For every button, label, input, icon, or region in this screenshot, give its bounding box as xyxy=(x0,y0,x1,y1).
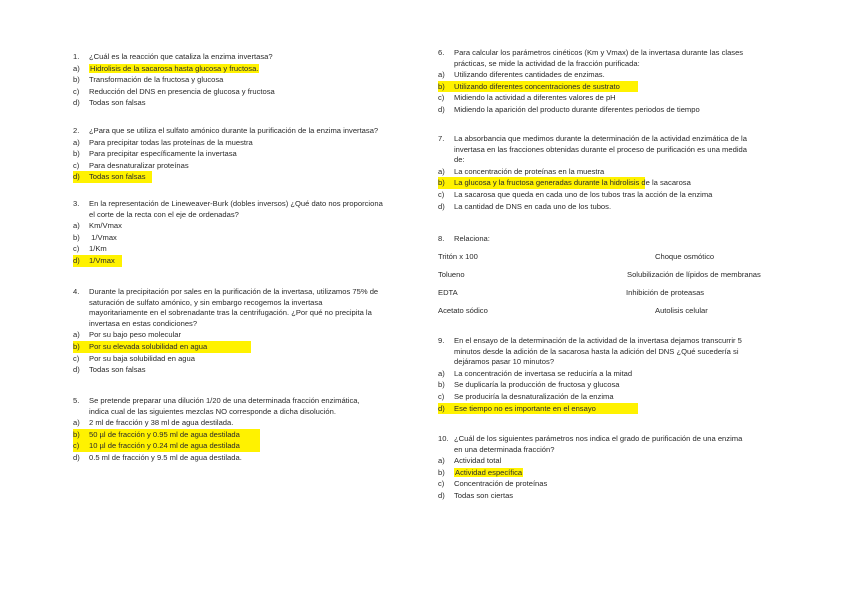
option-text: Por su elevada solubilidad en agua xyxy=(89,341,208,351)
question-text-line xyxy=(438,347,783,358)
option-letter: a) xyxy=(73,137,80,147)
option-letter: c) xyxy=(73,160,80,170)
question-text: el corte de la recta con el eje de ordenadas? xyxy=(89,209,239,219)
question-text: ¿Cuál de los siguientes parámetros nos indica el grado de purificación de una enzima xyxy=(454,434,743,443)
option-letter: a) xyxy=(73,221,80,231)
question-text: Para calcular los parámetros cinéticos (Km y Vmax) de la invertasa durante las clases xyxy=(454,48,744,57)
option-letter: b) xyxy=(438,178,445,188)
answer-option[interactable] xyxy=(73,220,418,232)
question-text-line xyxy=(438,145,783,156)
question-number: 3. xyxy=(73,199,80,208)
option-letter: d) xyxy=(438,104,445,114)
option-text: Reducción del DNS en presencia de glucosa y fructosa xyxy=(89,86,275,96)
question-number: 6. xyxy=(438,48,445,57)
answer-option[interactable] xyxy=(438,379,783,391)
answer-option[interactable] xyxy=(438,92,783,104)
option-text: La glucosa y la fructosa generadas durante la hidrolisis de la sacarosa xyxy=(454,178,691,188)
option-text: Utilizando diferentes cantidades de enzimas. xyxy=(454,70,605,80)
option-letter: c) xyxy=(438,391,445,401)
answer-option[interactable] xyxy=(438,467,783,479)
question-block xyxy=(73,52,418,109)
question-text-line xyxy=(73,210,418,221)
answer-option[interactable] xyxy=(438,403,638,415)
question-block xyxy=(438,434,783,502)
question-block xyxy=(438,48,783,116)
question-text: mayoritariamente en el sobrenadante tras la centrifugación. ¿Por qué no precipita la xyxy=(89,308,372,318)
answer-option[interactable] xyxy=(73,160,418,172)
question-number: 2. xyxy=(73,126,80,135)
answer-option[interactable] xyxy=(438,391,783,403)
answer-option[interactable] xyxy=(73,353,418,365)
answer-option[interactable] xyxy=(438,189,783,201)
option-text: Actividad específica xyxy=(455,467,523,477)
question-text: En la representación de Lineweaver-Burk (dobles inversos) ¿Qué dato nos proporciona xyxy=(89,199,383,208)
option-text: Para precipitar específicamente la invertasa xyxy=(89,149,237,159)
option-text: Km/Vmax xyxy=(89,221,122,231)
answer-option[interactable] xyxy=(73,329,418,341)
option-text: Todas son falsas xyxy=(89,98,146,108)
option-letter: a) xyxy=(73,418,80,428)
question-block xyxy=(73,396,418,464)
question-text-line xyxy=(73,52,418,63)
answer-option[interactable] xyxy=(73,232,418,244)
relaciona-left-item: EDTA xyxy=(438,288,458,297)
question-number: 10. xyxy=(438,434,449,443)
answer-option[interactable] xyxy=(73,440,260,452)
answer-option[interactable] xyxy=(438,368,783,380)
question-text: saturación de sulfato amónico, y sin embargo recogemos la invertasa xyxy=(89,297,323,307)
option-letter: c) xyxy=(73,353,80,363)
question-text-line xyxy=(438,234,783,245)
question-text: invertasa en estas condiciones? xyxy=(89,318,198,328)
question-number: 7. xyxy=(438,134,445,143)
question-block xyxy=(438,336,783,414)
option-text: 10 µl de fracción y 0.24 ml de agua destilada xyxy=(89,441,240,451)
option-letter: b) xyxy=(73,341,80,351)
option-letter: a) xyxy=(73,63,80,73)
relaciona-left-item: Acetato sódico xyxy=(438,306,488,315)
option-text: Todas son ciertas xyxy=(454,490,514,500)
option-letter: c) xyxy=(73,86,80,96)
option-text: Por su bajo peso molecular xyxy=(89,330,182,340)
question-text-line xyxy=(438,434,783,445)
question-text-line xyxy=(73,319,418,330)
option-letter: d) xyxy=(73,365,80,375)
question-text-line xyxy=(438,134,783,145)
option-text: Concentración de proteínas xyxy=(454,479,548,489)
answer-option[interactable] xyxy=(73,171,152,183)
relaciona-left-item: Tolueno xyxy=(438,270,465,279)
option-text: La concentración de invertasa se reduciría a la mitad xyxy=(454,368,633,378)
question-text: ¿Para que se utiliza el sulfato amónico durante la purificación de la enzima invertasa? xyxy=(89,126,379,135)
option-text: Se produciría la desnaturalización de la enzima xyxy=(454,391,614,401)
answer-option[interactable] xyxy=(73,86,418,98)
relaciona-right-item: Autolisis celular xyxy=(655,306,708,315)
question-block xyxy=(438,134,783,212)
option-letter: b) xyxy=(73,429,80,439)
question-text-line xyxy=(438,59,783,70)
option-letter: d) xyxy=(73,255,80,265)
question-text-line xyxy=(73,287,418,298)
question-text: ¿Cuál es la reacción que cataliza la enzima invertasa? xyxy=(89,52,273,61)
answer-option[interactable] xyxy=(73,148,418,160)
option-letter: d) xyxy=(438,403,445,413)
option-text: Para precipitar todas las proteínas de la muestra xyxy=(89,137,253,147)
option-letter: a) xyxy=(438,70,445,80)
option-letter: d) xyxy=(73,172,80,182)
answer-option[interactable] xyxy=(73,243,418,255)
question-block xyxy=(73,287,418,376)
option-text: Actividad total xyxy=(454,456,502,466)
question-text: dejáramos pasar 10 minutos? xyxy=(454,357,555,367)
question-text-line xyxy=(438,357,783,368)
option-letter: a) xyxy=(438,456,445,466)
option-letter: b) xyxy=(438,81,445,91)
question-text: prácticas, se mide la actividad de la fracción purificada: xyxy=(454,58,640,68)
option-text: La sacarosa que queda en cada uno de los tubos tras la acción de la enzima xyxy=(454,189,713,199)
option-letter: c) xyxy=(73,244,80,254)
question-text-line xyxy=(73,199,418,210)
option-letter: c) xyxy=(438,93,445,103)
option-text: Se duplicaría la producción de fructosa y glucosa xyxy=(454,380,620,390)
question-number: 1. xyxy=(73,52,80,61)
relaciona-heading xyxy=(438,234,783,245)
question-number: 5. xyxy=(73,396,80,405)
option-text: Todas son falsas xyxy=(89,172,146,182)
question-number: 8. xyxy=(438,234,445,243)
option-letter: c) xyxy=(438,479,445,489)
answer-option[interactable] xyxy=(73,364,418,376)
answer-option[interactable] xyxy=(73,417,418,429)
answer-option[interactable] xyxy=(438,455,783,467)
option-text: 2 ml de fracción y 38 ml de agua destilada. xyxy=(89,418,234,428)
question-block xyxy=(73,126,418,183)
option-text: Ese tiempo no es importante en el ensayo xyxy=(454,403,596,413)
question-text-line xyxy=(438,445,783,456)
answer-option[interactable] xyxy=(438,166,783,178)
answer-option[interactable] xyxy=(73,341,251,353)
option-text: 1/Vmax xyxy=(89,232,117,242)
answer-option[interactable] xyxy=(73,63,418,75)
question-text-line xyxy=(438,336,783,347)
option-letter: b) xyxy=(73,75,80,85)
option-letter: d) xyxy=(438,201,445,211)
answer-option[interactable] xyxy=(73,429,260,441)
option-letter: c) xyxy=(438,189,445,199)
question-number: 9. xyxy=(438,336,445,345)
relaciona-right-item: Solubilización de lípidos de membranas xyxy=(627,270,761,279)
option-text: 50 µl de fracción y 0.95 ml de agua destilada xyxy=(89,429,240,439)
answer-option[interactable] xyxy=(438,104,783,116)
answer-option[interactable] xyxy=(73,74,418,86)
option-text: La cantidad de DNS en cada uno de los tubos. xyxy=(454,201,612,211)
option-letter: a) xyxy=(438,368,445,378)
question-text-line xyxy=(438,155,783,166)
option-letter: d) xyxy=(438,490,445,500)
answer-option[interactable] xyxy=(73,137,418,149)
question-text: Se pretende preparar una dilución 1/20 de una determinada fracción enzimática, xyxy=(89,396,360,405)
option-text: 1/Vmax xyxy=(89,255,115,265)
option-letter: a) xyxy=(438,166,445,176)
question-text: de: xyxy=(454,155,465,165)
question-block xyxy=(73,199,418,267)
option-text: 0.5 ml de fracción y 9.5 ml de agua destilada. xyxy=(89,452,242,462)
option-letter: b) xyxy=(73,149,80,159)
question-number: 4. xyxy=(73,287,80,296)
question-text: minutos desde la adición de la sacarosa hasta la adición del DNS ¿Qué sucedería si xyxy=(454,346,739,356)
answer-option[interactable] xyxy=(73,97,418,109)
question-text: en una determinada fracción? xyxy=(454,444,555,454)
answer-option[interactable] xyxy=(438,177,691,189)
option-letter: d) xyxy=(73,452,80,462)
option-text: 1/Km xyxy=(89,244,107,254)
question-text-line xyxy=(73,396,418,407)
option-text: Midiendo la actividad a diferentes valores de pH xyxy=(454,93,616,103)
answer-option[interactable] xyxy=(73,255,122,267)
relaciona-right-item: Inhibición de proteasas xyxy=(626,288,705,297)
answer-option[interactable] xyxy=(73,452,418,464)
option-letter: a) xyxy=(73,330,80,340)
question-text: indica cual de las siguientes mezclas NO corresponde a dicha disolución. xyxy=(89,406,336,416)
question-text: Durante la precipitación por sales en la purificación de la invertasa, utilizamos 75% de xyxy=(89,287,379,296)
answer-option[interactable] xyxy=(438,69,783,81)
relaciona-right-item: Choque osmótico xyxy=(655,252,715,261)
option-letter: b) xyxy=(438,467,445,477)
option-text: Hidrolisis de la sacarosa hasta glucosa y fructosa. xyxy=(90,63,259,73)
relaciona-left-item: Tritón x 100 xyxy=(438,252,478,261)
question-text-line xyxy=(73,126,418,137)
option-letter: b) xyxy=(73,232,80,242)
question-text-line xyxy=(73,407,418,418)
relaciona-title: Relaciona: xyxy=(454,234,490,243)
answer-option[interactable] xyxy=(438,81,638,93)
option-text: Por su baja solubilidad en agua xyxy=(89,353,195,363)
option-text: Transformación de la fructosa y glucosa xyxy=(89,75,224,85)
option-text: Para desnaturalizar proteínas xyxy=(89,160,189,170)
option-letter: c) xyxy=(73,441,80,451)
answer-option[interactable] xyxy=(438,201,783,213)
option-letter: b) xyxy=(438,380,445,390)
option-letter: d) xyxy=(73,98,80,108)
option-text: La concentración de proteínas en la muestra xyxy=(454,166,605,176)
question-text: En el ensayo de la determinación de la actividad de la invertasa dejamos transcurrir 5 xyxy=(454,336,742,345)
option-text: Todas son falsas xyxy=(89,365,146,375)
question-text-line xyxy=(73,308,418,319)
option-text: Utilizando diferentes concentraciones de sustrato xyxy=(454,81,620,91)
question-text-line xyxy=(438,48,783,59)
question-text: invertasa en las fracciones obtenidas durante el proceso de purificación es una medida xyxy=(454,144,747,154)
question-text-line xyxy=(73,298,418,309)
question-text: La absorbancia que medimos durante la determinación de la actividad enzimática de la xyxy=(454,134,747,143)
option-text: Midiendo la aparición del producto durante diferentes periodos de tiempo xyxy=(454,104,700,114)
answer-option[interactable] xyxy=(438,478,783,490)
answer-option[interactable] xyxy=(438,490,783,502)
